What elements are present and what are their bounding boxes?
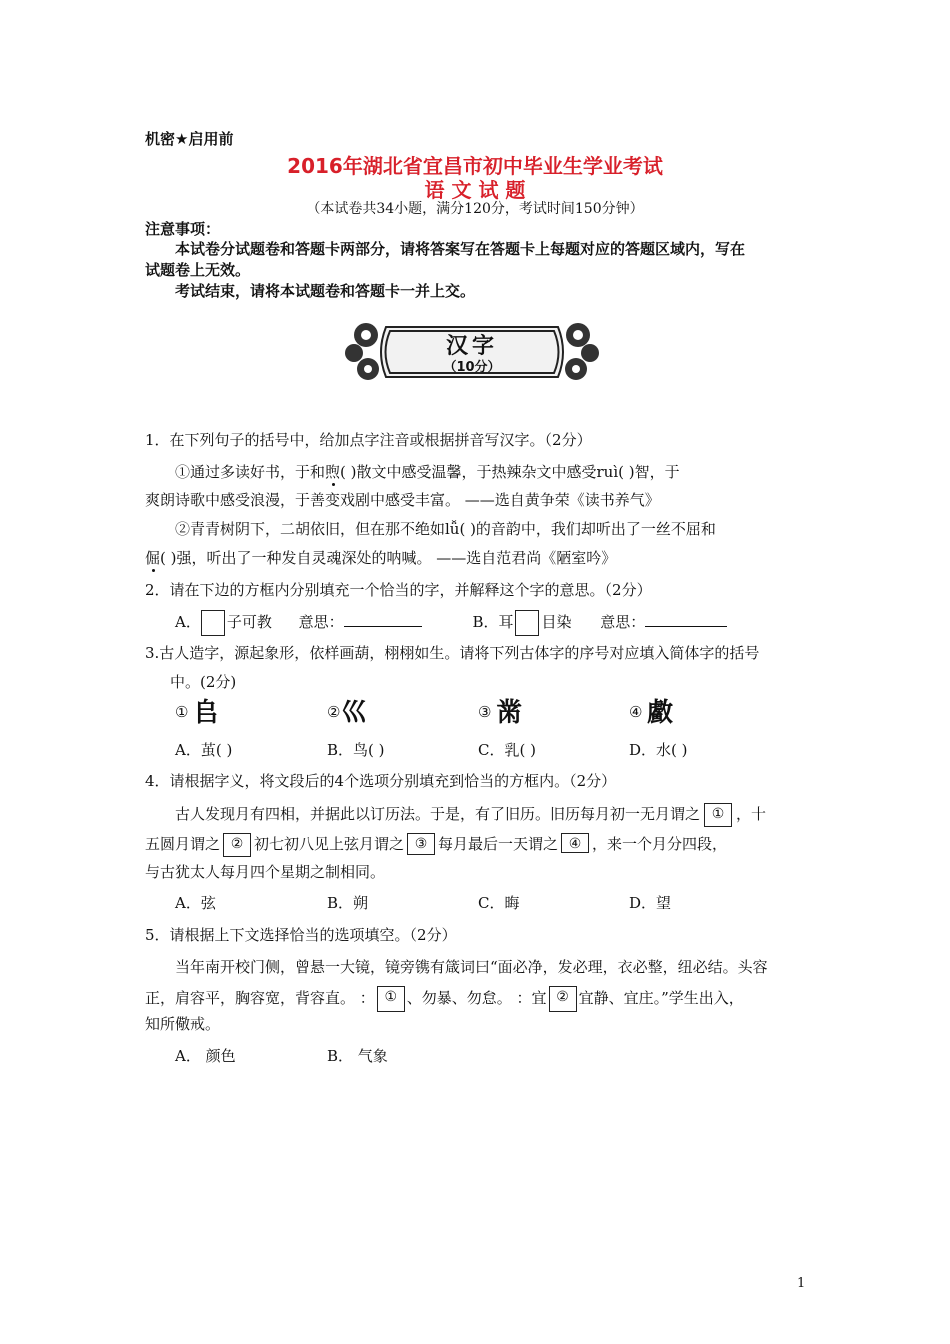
exam-title: 2016年湖北省宜昌市初中毕业生学业考试 <box>287 154 663 178</box>
q2-meaning1-blank[interactable] <box>344 626 422 627</box>
q3-option-d: D．水( ) <box>629 741 688 759</box>
notes-p2: 考试结束，请将本试题卷和答题卡一并上交。 <box>175 282 476 300</box>
q3-glyph-3 <box>478 700 522 726</box>
q4-line2-b: 初七初八见上弦月谓之 <box>254 835 405 853</box>
q1-b-line2 <box>145 548 616 568</box>
q2-a-label: A． <box>175 613 201 631</box>
q3-glyph-1-seal: 𠂤 <box>193 698 220 728</box>
q3-glyph-3-seal: 黹 <box>496 698 523 728</box>
q4-line2-a: 五圆月谓之 <box>145 835 221 853</box>
q5-box-2[interactable]: ② <box>549 986 577 1012</box>
q4-box-2[interactable]: ② <box>223 833 251 857</box>
q4-box-4[interactable]: ④ <box>561 833 589 853</box>
notes-p1-line1: 本试卷分试题卷和答题卡两部分，请将答案写在答题卡上每题对应的答题区域内，写在 <box>175 240 746 258</box>
q4-line1-text: 古人发现月有四相，并据此以订历法。于是，有了旧历。旧历每月初一无月谓之 <box>175 805 701 823</box>
q4-option-a: A．弦 <box>175 894 216 912</box>
q1-b-dotted-char: 倔 <box>145 549 161 567</box>
page-number: 1 <box>797 1276 806 1291</box>
q3-glyph-1 <box>175 700 219 726</box>
q3-stem-line1: 3.古人造字，源起象形，依样画葫，栩栩如生。请将下列古体字的序号对应填入简体字的括号 <box>145 644 760 662</box>
q3-option-c: C．乳( ) <box>478 741 536 759</box>
q4-box-3[interactable]: ③ <box>407 833 435 855</box>
q4-box-1[interactable]: ① <box>704 803 732 827</box>
q1-a-text2: ( )散文中感受温馨，于热辣杂文中感受ruì( )智，于 <box>340 463 680 481</box>
q3-glyph-2-num: ② <box>327 703 341 721</box>
q5-line2-b: 、勿暴、勿怠。 ：宜 <box>406 989 547 1007</box>
q5-line2 <box>145 986 744 1012</box>
banner-title: 汉字 <box>445 334 498 359</box>
q3-glyph-2-seal: 巛 <box>340 698 367 728</box>
q3-glyph-2 <box>327 700 366 726</box>
q2-b-label: B．耳 <box>472 613 514 631</box>
q1-a-line1 <box>175 462 680 482</box>
q5-option-b: B． 气象 <box>327 1047 388 1065</box>
q3-glyph-4-seal: 䲣 <box>647 698 674 728</box>
q5-line2-c: 宜静、宜庄。”学生出入， <box>578 989 744 1007</box>
q4-line1 <box>175 803 766 827</box>
q2-a-text: 子可教 <box>226 613 272 631</box>
q1-a-line2: 爽朗诗歌中感受浪漫，于善变戏剧中感受丰富。 ——选自黄争荣《读书养气》 <box>145 491 660 509</box>
q2-meaning2-blank[interactable] <box>645 626 727 627</box>
q4-line2 <box>145 833 727 857</box>
q3-glyph-4 <box>629 700 673 726</box>
q4-option-b: B．朔 <box>327 894 369 912</box>
q3-glyph-4-num: ④ <box>629 703 643 721</box>
q3-option-b: B．鸟( ) <box>327 741 385 759</box>
q1-b-line1: ②青青树阴下，二胡依旧，但在那不绝如lǚ( )的音韵中，我们却听出了一丝不屈和 <box>175 520 716 538</box>
q1-stem: 1．在下列句子的括号中，给加点字注音或根据拼音写汉字。（2分） <box>145 431 592 449</box>
q3-glyph-1-num: ① <box>175 703 189 721</box>
q2-options <box>175 610 727 636</box>
secret-label: 机密★启用前 <box>145 130 234 148</box>
subject-title: 语 文 试 题 <box>424 178 526 202</box>
q2-stem: 2．请在下边的方框内分别填充一个恰当的字，并解释这个字的意思。（2分） <box>145 581 652 599</box>
q4-line2-c: 每月最后一天谓之 <box>438 835 559 853</box>
exam-info: （本试卷共34小题，满分120分，考试时间150分钟） <box>306 201 644 217</box>
q5-line2-a: 正，肩容平，胸容宽，背容直。 ： <box>145 989 375 1007</box>
q1-a-dotted-char: 煦 <box>325 463 341 481</box>
q3-stem-line2: 中。(2分) <box>170 673 237 691</box>
banner-score: （10分） <box>443 360 501 375</box>
q5-box-1[interactable]: ① <box>377 986 405 1012</box>
q4-line3: 与古犹太人每月四个星期之制相同。 <box>145 863 386 881</box>
q4-line1-end: ，十 <box>736 805 767 823</box>
q1-a-text1: ①通过多读好书，于和 <box>175 463 326 481</box>
q3-glyph-3-num: ③ <box>478 703 492 721</box>
q3-option-a: A．茧( ) <box>175 741 233 759</box>
q4-option-c: C．晦 <box>478 894 520 912</box>
q5-option-a: A． 颜色 <box>175 1047 236 1065</box>
q4-line2-d: ，来一个月分四段， <box>592 835 728 853</box>
notes-p1-line2: 试题卷上无效。 <box>145 261 251 279</box>
q2-meaning2-label: 意思： <box>600 613 646 631</box>
q2-b-answer-box[interactable] <box>515 610 539 636</box>
notes-heading: 注意事项： <box>145 220 221 238</box>
q4-option-d: D．望 <box>629 894 672 912</box>
q4-stem: 4．请根据字义，将文段后的4个选项分别填充到恰当的方框内。（2分） <box>145 772 617 790</box>
q5-stem: 5．请根据上下文选择恰当的选项填空。（2分） <box>145 926 457 944</box>
q1-b-text: ( )强，听出了一种发自灵魂深处的呐喊。 ——选自范君尚《陋室吟》 <box>160 549 617 567</box>
q2-a-answer-box[interactable] <box>201 610 225 636</box>
q5-line3: 知所儆戒。 <box>145 1015 221 1033</box>
q2-meaning1-label: 意思： <box>298 613 344 631</box>
section-banner <box>336 313 608 391</box>
q5-line1: 当年南开校门侧，曾悬一大镜，镜旁镌有箴词曰“面必净，发必理，衣必整，纽必结。头容 <box>175 958 768 976</box>
q2-b-text: 目染 <box>541 613 572 631</box>
